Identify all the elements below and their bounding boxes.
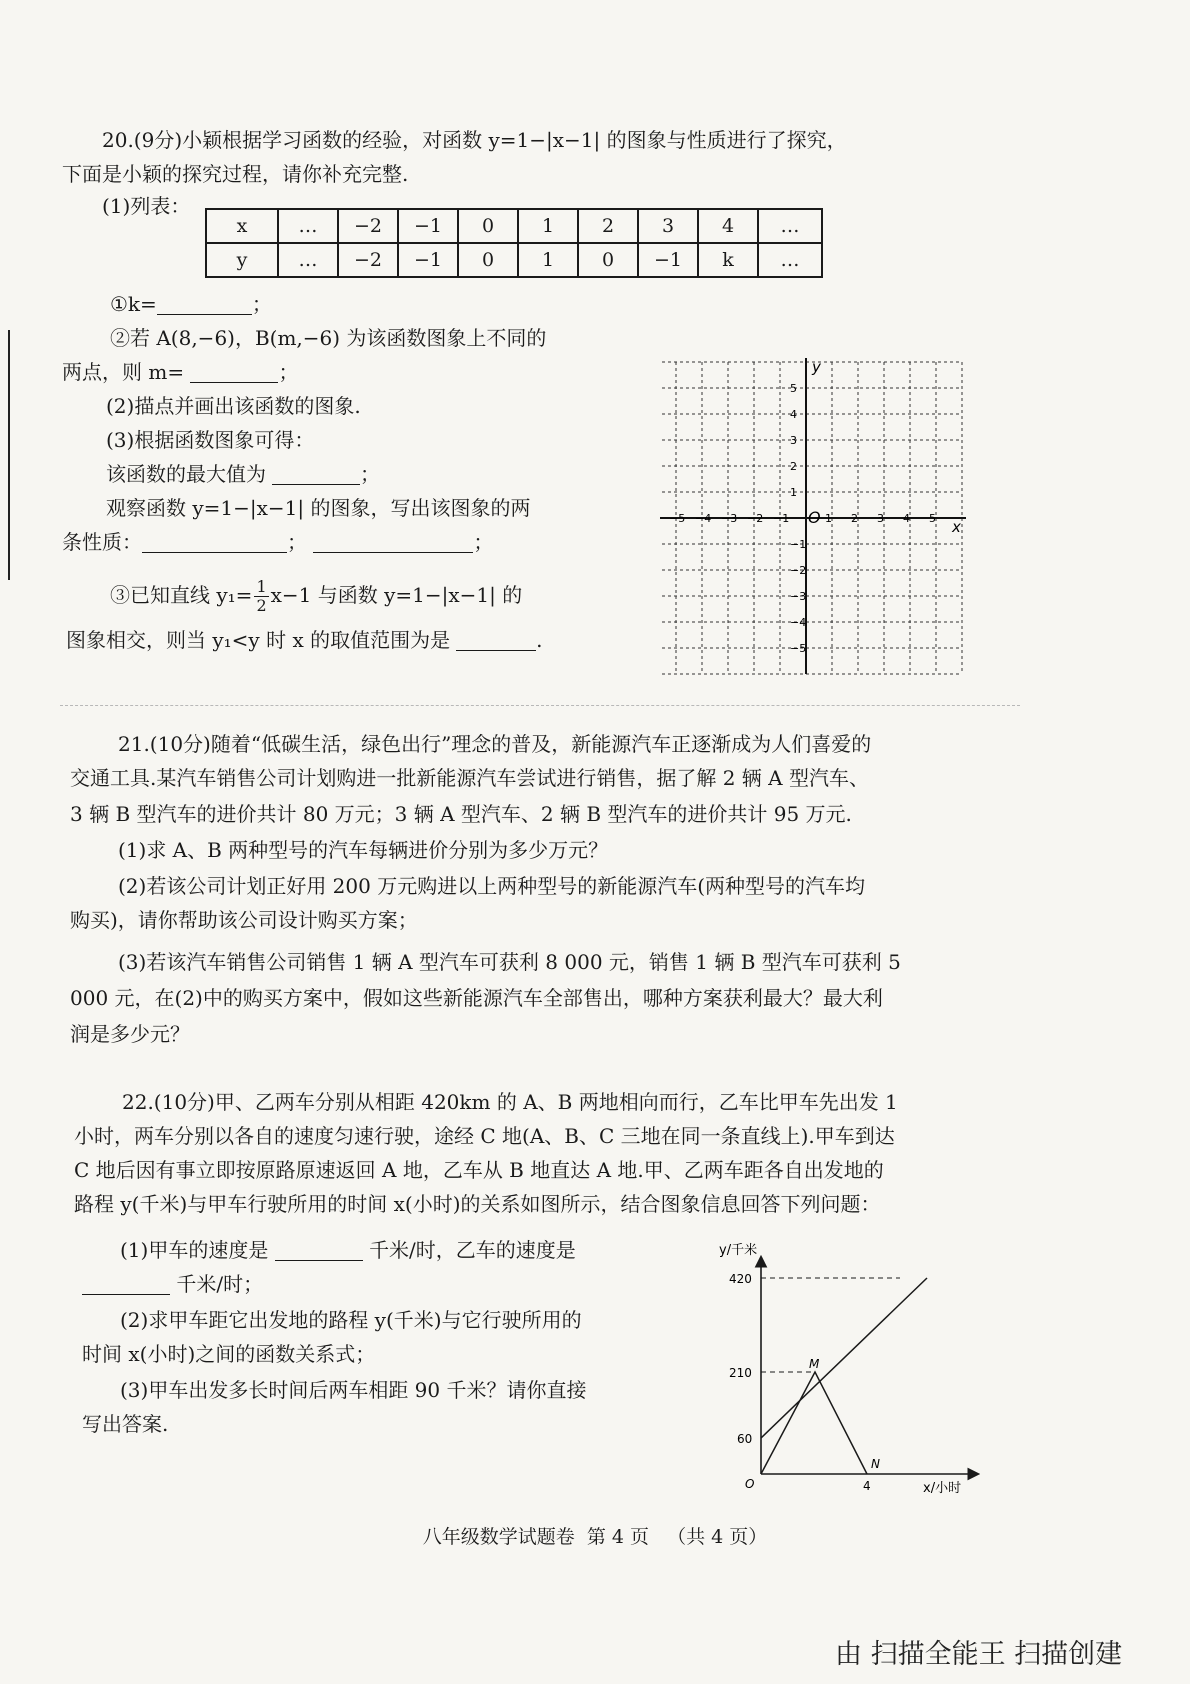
q22-sub2-line-1: (2)求甲车距它出发地的路程 y(千米)与它行驶所用的 bbox=[120, 1308, 582, 1332]
table-cell: 2 bbox=[578, 209, 638, 243]
q20-sub2: (2)描点并画出该函数的图象. bbox=[106, 394, 361, 418]
q20-part2-line-1: ②若 A(8,−6)，B(m,−6) 为该函数图象上不同的 bbox=[110, 326, 547, 350]
table-cell: −1 bbox=[398, 243, 458, 277]
x-axis-label: x/小时 bbox=[923, 1481, 962, 1496]
q21-sub3-line-1: (3)若该汽车销售公司销售 1 辆 A 型汽车可获利 8 000 元，销售 1 辆 B 型汽车可获利 5 bbox=[118, 950, 901, 974]
q20-value-table bbox=[205, 208, 823, 278]
q20-line-2: 下面是小颖的探究过程，请你补充完整. bbox=[62, 162, 409, 186]
max-answer-blank[interactable] bbox=[272, 462, 360, 485]
grid-x-tick-label: 3 bbox=[877, 512, 884, 525]
scan-edge-mark bbox=[8, 330, 10, 580]
q21-line-2: 交通工具.某汽车销售公司计划购进一批新能源汽车尝试进行销售，据了解 2 辆 A 型汽车、 bbox=[70, 766, 869, 790]
point-n-label: N bbox=[871, 1457, 880, 1471]
grid-x-tick-label: −2 bbox=[747, 512, 764, 525]
grid-y-tick-label: 1 bbox=[790, 486, 797, 499]
k-answer-blank[interactable] bbox=[157, 292, 252, 315]
grid-y-tick-label: 3 bbox=[790, 434, 797, 447]
k-prompt: ①k= bbox=[110, 292, 157, 316]
q22-sub1-line-1 bbox=[120, 1236, 576, 1264]
q21-sub3-line-2: 000 元，在(2)中的购买方案中，假如这些新能源汽车全部售出，哪种方案获利最大？最大利 bbox=[70, 986, 883, 1010]
q20-sub3: (3)根据函数图象可得： bbox=[106, 428, 315, 452]
point-m-label: M bbox=[809, 1357, 820, 1371]
grid-y-tick-label: −1 bbox=[790, 538, 807, 551]
part3-text-2: x−1 与函数 y=1−|x−1| 的 bbox=[270, 583, 523, 607]
q22-sub2-line-2: 时间 x(小时)之间的函数关系式； bbox=[82, 1342, 376, 1366]
grid-y-tick-label: −3 bbox=[790, 590, 807, 603]
max-prompt: 该函数的最大值为 bbox=[106, 462, 266, 486]
q20-max-line bbox=[106, 460, 380, 488]
property-prompt: 条性质： bbox=[62, 530, 142, 554]
q21-sub3-line-3: 润是多少元？ bbox=[70, 1022, 190, 1046]
speed-a-prompt: (1)甲车的速度是 bbox=[120, 1238, 269, 1262]
table-cell: −1 bbox=[638, 243, 698, 277]
q22-sub3-line-1: (3)甲车出发多长时间后两车相距 90 千米？请你直接 bbox=[120, 1378, 587, 1402]
table-cell: 3 bbox=[638, 209, 698, 243]
q21-sub2-line-2: 购买)，请你帮助该公司设计购买方案； bbox=[70, 908, 418, 932]
y-axis-label: y/千米 bbox=[719, 1243, 758, 1258]
q20-table-label: (1)列表： bbox=[102, 194, 191, 218]
q22-line-2: 小时，两车分别以各自的速度匀速行驶，途经 C 地(A、B、C 三地在同一条直线上).甲车到达 bbox=[74, 1124, 895, 1148]
q20-part3-line-1 bbox=[110, 578, 522, 615]
footer-total: （共 4 页） bbox=[667, 1526, 768, 1548]
origin-label: O bbox=[745, 1477, 755, 1491]
table-cell: x bbox=[206, 209, 278, 243]
m-answer-blank[interactable] bbox=[190, 360, 278, 383]
q20-part3-line-2 bbox=[66, 626, 542, 654]
grid-x-axis-label: x bbox=[952, 518, 961, 536]
line-yi-car bbox=[761, 1278, 927, 1438]
table-cell: 1 bbox=[518, 243, 578, 277]
q20-line-1: 20.(9分)小颖根据学习函数的经验，对函数 y=1−|x−1| 的图象与性质进行了探究， bbox=[102, 128, 847, 152]
distance-time-graph bbox=[715, 1238, 985, 1498]
q22-sub3-line-2: 写出答案. bbox=[82, 1412, 169, 1436]
table-cell: … bbox=[278, 243, 338, 277]
grid-y-tick-label: −2 bbox=[790, 564, 807, 577]
section-divider bbox=[60, 705, 1020, 706]
q20-part1-k bbox=[110, 290, 272, 318]
table-cell: 1 bbox=[518, 209, 578, 243]
grid-y-tick-label: 4 bbox=[790, 408, 797, 421]
table-row-y bbox=[206, 243, 822, 277]
part3-prompt: 图象相交，则当 y₁<y 时 x 的取值范围为是 bbox=[66, 628, 451, 652]
q22-line-4: 路程 y(千米)与甲车行驶所用的时间 x(小时)的关系如图所示，结合图象信息回答下列问题： bbox=[74, 1192, 881, 1216]
table-cell: … bbox=[278, 209, 338, 243]
grid-y-tick-label: −5 bbox=[790, 642, 807, 655]
x-tick-4: 4 bbox=[863, 1479, 871, 1493]
scanner-watermark: 由 扫描全能王 扫描创建 bbox=[835, 1639, 1123, 1670]
punct: ； bbox=[251, 292, 272, 316]
grid-origin-label: O bbox=[808, 508, 821, 527]
y-tick-210: 210 bbox=[729, 1366, 752, 1380]
punct: ； bbox=[360, 462, 380, 486]
y-tick-60: 60 bbox=[737, 1432, 753, 1446]
q22-line-1: 22.(10分)甲、乙两车分别从相距 420km 的 A、B 两地相向而行，乙车比甲车先出发 1 bbox=[122, 1090, 898, 1114]
grid-x-tick-label: −1 bbox=[773, 512, 790, 525]
q22-line-3: C 地后因有事立即按原路原速返回 A 地，乙车从 B 地直达 A 地.甲、乙两车距各自出发地的 bbox=[74, 1158, 884, 1182]
grid-y-axis-label: y bbox=[812, 358, 821, 376]
fraction-denominator: 2 bbox=[256, 596, 267, 615]
property-1-blank[interactable] bbox=[142, 530, 287, 553]
table-cell: y bbox=[206, 243, 278, 277]
table-cell: 0 bbox=[458, 243, 518, 277]
table-cell: … bbox=[758, 209, 822, 243]
footer-page: 第 4 页 bbox=[586, 1526, 649, 1548]
grid-x-tick-label: 4 bbox=[903, 512, 910, 525]
q20-property-line-2 bbox=[62, 528, 493, 556]
m-prompt: 两点，则 m= bbox=[62, 360, 185, 384]
table-cell: −2 bbox=[338, 209, 398, 243]
speed-b-blank[interactable] bbox=[82, 1272, 170, 1295]
grid-y-tick-label: 5 bbox=[790, 382, 797, 395]
grid-x-tick-label: −3 bbox=[721, 512, 738, 525]
range-answer-blank[interactable] bbox=[456, 628, 536, 651]
grid-x-tick-label: −5 bbox=[669, 512, 686, 525]
table-cell: k bbox=[698, 243, 758, 277]
table-cell: 0 bbox=[458, 209, 518, 243]
punct: . bbox=[536, 628, 543, 652]
punct: ； bbox=[287, 530, 307, 554]
table-cell: 4 bbox=[698, 209, 758, 243]
table-row-x bbox=[206, 209, 822, 243]
speed-a-blank[interactable] bbox=[275, 1238, 363, 1261]
table-cell: 0 bbox=[578, 243, 638, 277]
q21-line-3: 3 辆 B 型汽车的进价共计 80 万元；3 辆 A 型汽车、2 辆 B 型汽车的进价共计 95 万元. bbox=[70, 802, 852, 826]
table-cell: −2 bbox=[338, 243, 398, 277]
grid-y-tick-label: 2 bbox=[790, 460, 797, 473]
table-cell: … bbox=[758, 243, 822, 277]
punct: ； bbox=[473, 530, 494, 554]
part3-text: ③已知直线 y₁= bbox=[110, 583, 253, 607]
unit-text: 千米/时； bbox=[176, 1272, 264, 1296]
grid-y-tick-label: −4 bbox=[790, 616, 807, 629]
q21-line-1: 21.(10分)随着“低碳生活，绿色出行”理念的普及，新能源汽车正逐渐成为人们喜爱的 bbox=[118, 732, 872, 756]
footer-title: 八年级数学试题卷 bbox=[422, 1526, 575, 1548]
fraction-numerator: 1 bbox=[256, 577, 267, 596]
q21-sub1: (1)求 A、B 两种型号的汽车每辆进价分别为多少万元？ bbox=[118, 838, 609, 862]
coordinate-grid bbox=[660, 350, 1000, 695]
grid-x-tick-label: 5 bbox=[929, 512, 936, 525]
punct: ； bbox=[278, 360, 299, 384]
property-2-blank[interactable] bbox=[313, 530, 473, 553]
grid-x-tick-label: 1 bbox=[825, 512, 832, 525]
speed-b-prompt: 千米/时，乙车的速度是 bbox=[369, 1238, 576, 1262]
grid-x-tick-label: −4 bbox=[695, 512, 712, 525]
grid-tick-labels bbox=[669, 358, 961, 655]
q21-sub2-line-1: (2)若该公司计划正好用 200 万元购进以上两种型号的新能源汽车(两种型号的汽车均 bbox=[118, 874, 866, 898]
grid-x-tick-label: 2 bbox=[851, 512, 858, 525]
table-cell: −1 bbox=[398, 209, 458, 243]
page-footer bbox=[0, 1522, 1190, 1549]
q20-property-line-1: 观察函数 y=1−|x−1| 的图象，写出该图象的两 bbox=[106, 496, 531, 520]
q20-part2-line-2 bbox=[62, 358, 298, 386]
q22-sub1-line-2 bbox=[82, 1270, 263, 1298]
fraction-one-half bbox=[254, 578, 268, 615]
y-tick-420: 420 bbox=[729, 1272, 752, 1286]
